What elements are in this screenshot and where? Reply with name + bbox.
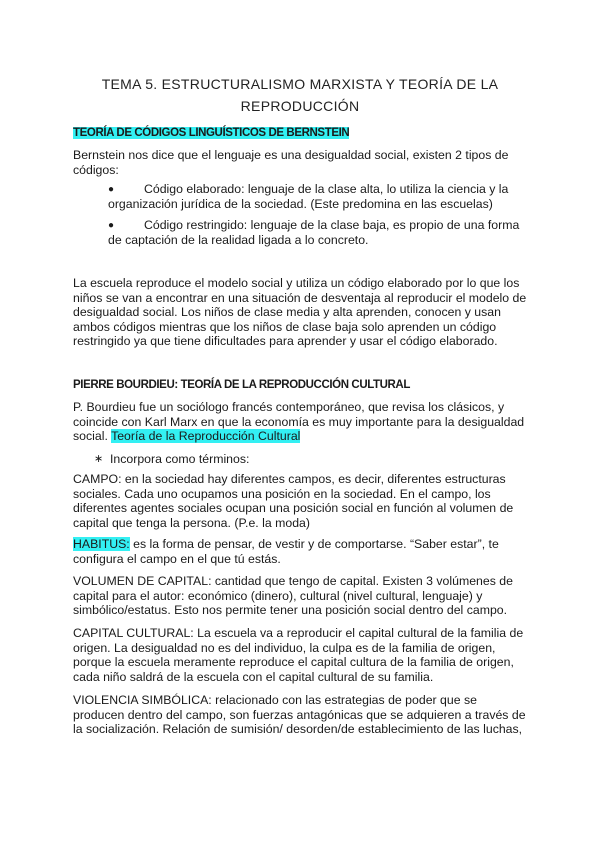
section-1-paragraph: La escuela reproduce el modelo social y utiliza un código elaborado por lo que los niños se van a encontrar en una situación de desventaja al reproducir el modelo de desigualdad social. Los niños de clase media y alta aprenden, conocen y usan ambos códigos mientras que los niños de clase baja solo aprenden un código restringido ya que tiene dificultades para aprender y usar el código elaborado. — [73, 276, 527, 349]
term-volumen-capital: VOLUMEN DE CAPITAL: cantidad que tengo de capital. Existen 3 volúmenes de capital para el autor: económico (dinero), cultural (nivel cultural, lenguaje) y simbólico/estatus. Esto nos permite tener una posición social dentro del campo. — [73, 574, 513, 618]
bullet-marker-1: ● — [108, 184, 115, 195]
term-capital-cultural: CAPITAL CULTURAL: La escuela va a reproducir el capital cultural de la familia de origen. La desigualdad no es del individuo, la culpa es de la familia de origen, porque la escuela meramente reproduce el capital cultura de la familia de origen, cada niño saldrá de la escuela con el capital cultural de su familia. — [73, 626, 524, 684]
habitus-text: es la forma de pensar, de vestir y de comportarse. “Saber estar”, te configura el campo en el que tú estás. — [73, 537, 499, 566]
section-1-heading — [73, 126, 528, 141]
term-habitus — [73, 537, 528, 566]
bullet-item-restringido: Código restringido: lenguaje de la clase baja, es propio de una forma de captación de la realidad ligada a lo concreto. — [108, 218, 520, 247]
document-title-line-2: REPRODUCCIÓN — [240, 98, 360, 114]
habitus-label: HABITUS: — [73, 537, 130, 551]
term-campo: CAMPO: en la sociedad hay diferentes campos, es decir, diferentes estructuras sociales. Cada uno ocupamos una posición en la sociedad. En el campo, los diferentes agentes sociales ocupan una posición social en función al volumen de capital que tenga la persona. (P.e. la moda) — [73, 472, 514, 530]
term-violencia-simbolica: VIOLENCIA SIMBÓLICA: relacionado con las estrategias de poder que se producen dentro del campo, son fuerzas antagónicas que se adquieren a través de la socialización. Relación de sumisión/ desorden/de establecimiento de las luchas, — [73, 693, 526, 737]
document-title-line-1: TEMA 5. ESTRUCTURALISMO MARXISTA Y TEORÍA DE LA — [101, 76, 499, 92]
star-bullet-marker: ∗ — [94, 453, 104, 465]
highlight-reproduccion-cultural: Teoría de la Reproducción Cultural — [111, 429, 301, 444]
section-2-heading: PIERRE BOURDIEU: TEORÍA DE LA REPRODUCCIÓN CULTURAL — [73, 379, 410, 391]
star-bullet-item: Incorpora como términos: — [110, 452, 250, 466]
section-1-intro: Bernstein nos dice que el lenguaje es una desigualdad social, existen 2 tipos de códigos: — [73, 148, 509, 177]
section-2-intro-text: P. Bourdieu fue un sociólogo francés contemporáneo, que revisa los clásicos, y coincide con Karl Marx en que la economía es muy importante para la desigualdad social. — [73, 400, 525, 444]
section-2-intro — [73, 400, 528, 444]
bullet-marker-2: ● — [108, 220, 115, 231]
section-1-heading-text: TEORÍA DE CÓDIGOS LINGUÍSTICOS DE BERNSTEIN — [73, 127, 350, 139]
bullet-item-elaborado: Código elaborado: lenguaje de la clase alta, lo utiliza la ciencia y la organización jurídica de la sociedad. (Este predomina en las escuelas) — [108, 182, 509, 211]
